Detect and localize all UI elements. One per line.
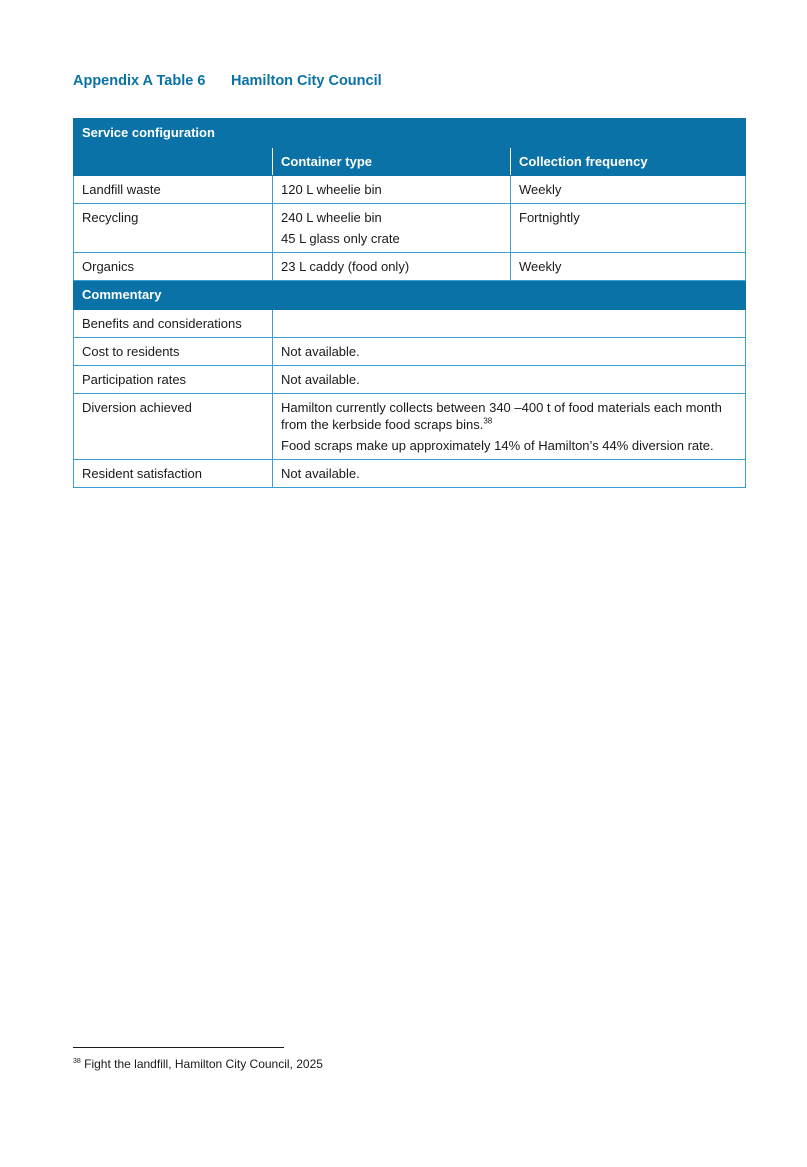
table-row	[74, 394, 746, 460]
service-table	[73, 118, 746, 488]
commentary-label: Cost to residents	[74, 338, 273, 366]
column-header-container: Container type	[273, 148, 511, 176]
commentary-value	[273, 394, 746, 460]
section-header-service	[74, 119, 746, 148]
frequency-cell: Fortnightly	[511, 204, 746, 253]
commentary-value: Not available.	[273, 460, 746, 488]
stream-cell: Landfill waste	[74, 176, 273, 204]
footnote-number: 38	[73, 1058, 81, 1065]
table-heading	[73, 73, 382, 89]
appendix-label: Appendix A Table 6	[73, 73, 206, 89]
commentary-value: Not available.	[273, 366, 746, 394]
section-header-commentary	[74, 281, 746, 310]
column-header-stream	[74, 148, 273, 176]
footnote-text: Fight the landfill, Hamilton City Council, 2025	[84, 1057, 323, 1071]
table-row	[74, 338, 746, 366]
footnote	[73, 1057, 323, 1071]
council-title: Hamilton City Council	[231, 73, 382, 89]
commentary-value	[273, 310, 746, 338]
container-line-2: 45 L glass only crate	[281, 231, 400, 246]
table-row	[74, 176, 746, 204]
commentary-label: Benefits and considerations	[74, 310, 273, 338]
section-title-service: Service configuration	[74, 119, 746, 148]
table-row	[74, 366, 746, 394]
commentary-label: Resident satisfaction	[74, 460, 273, 488]
frequency-cell: Weekly	[511, 176, 746, 204]
commentary-label: Participation rates	[74, 366, 273, 394]
footnote-ref[interactable]: 38	[483, 416, 493, 426]
container-cell	[273, 204, 511, 253]
commentary-value: Not available.	[273, 338, 746, 366]
container-line: 240 L wheelie bin	[281, 210, 382, 225]
table-row	[74, 253, 746, 281]
table-row	[74, 204, 746, 253]
commentary-label: Diversion achieved	[74, 394, 273, 460]
table-row	[74, 460, 746, 488]
column-header-row	[74, 148, 746, 176]
diversion-text-2: Food scraps make up approximately 14% of Hamilton’s 44% diversion rate.	[281, 438, 714, 453]
footnote-divider	[73, 1047, 284, 1048]
frequency-cell: Weekly	[511, 253, 746, 281]
stream-cell: Recycling	[74, 204, 273, 253]
stream-cell: Organics	[74, 253, 273, 281]
column-header-frequency: Collection frequency	[511, 148, 746, 176]
diversion-text: Hamilton currently collects between 340 –400 t of food materials each month from the kerbside food scraps bins.	[281, 400, 722, 432]
table-row	[74, 310, 746, 338]
section-title-commentary: Commentary	[74, 281, 746, 310]
container-cell: 23 L caddy (food only)	[273, 253, 511, 281]
container-cell: 120 L wheelie bin	[273, 176, 511, 204]
